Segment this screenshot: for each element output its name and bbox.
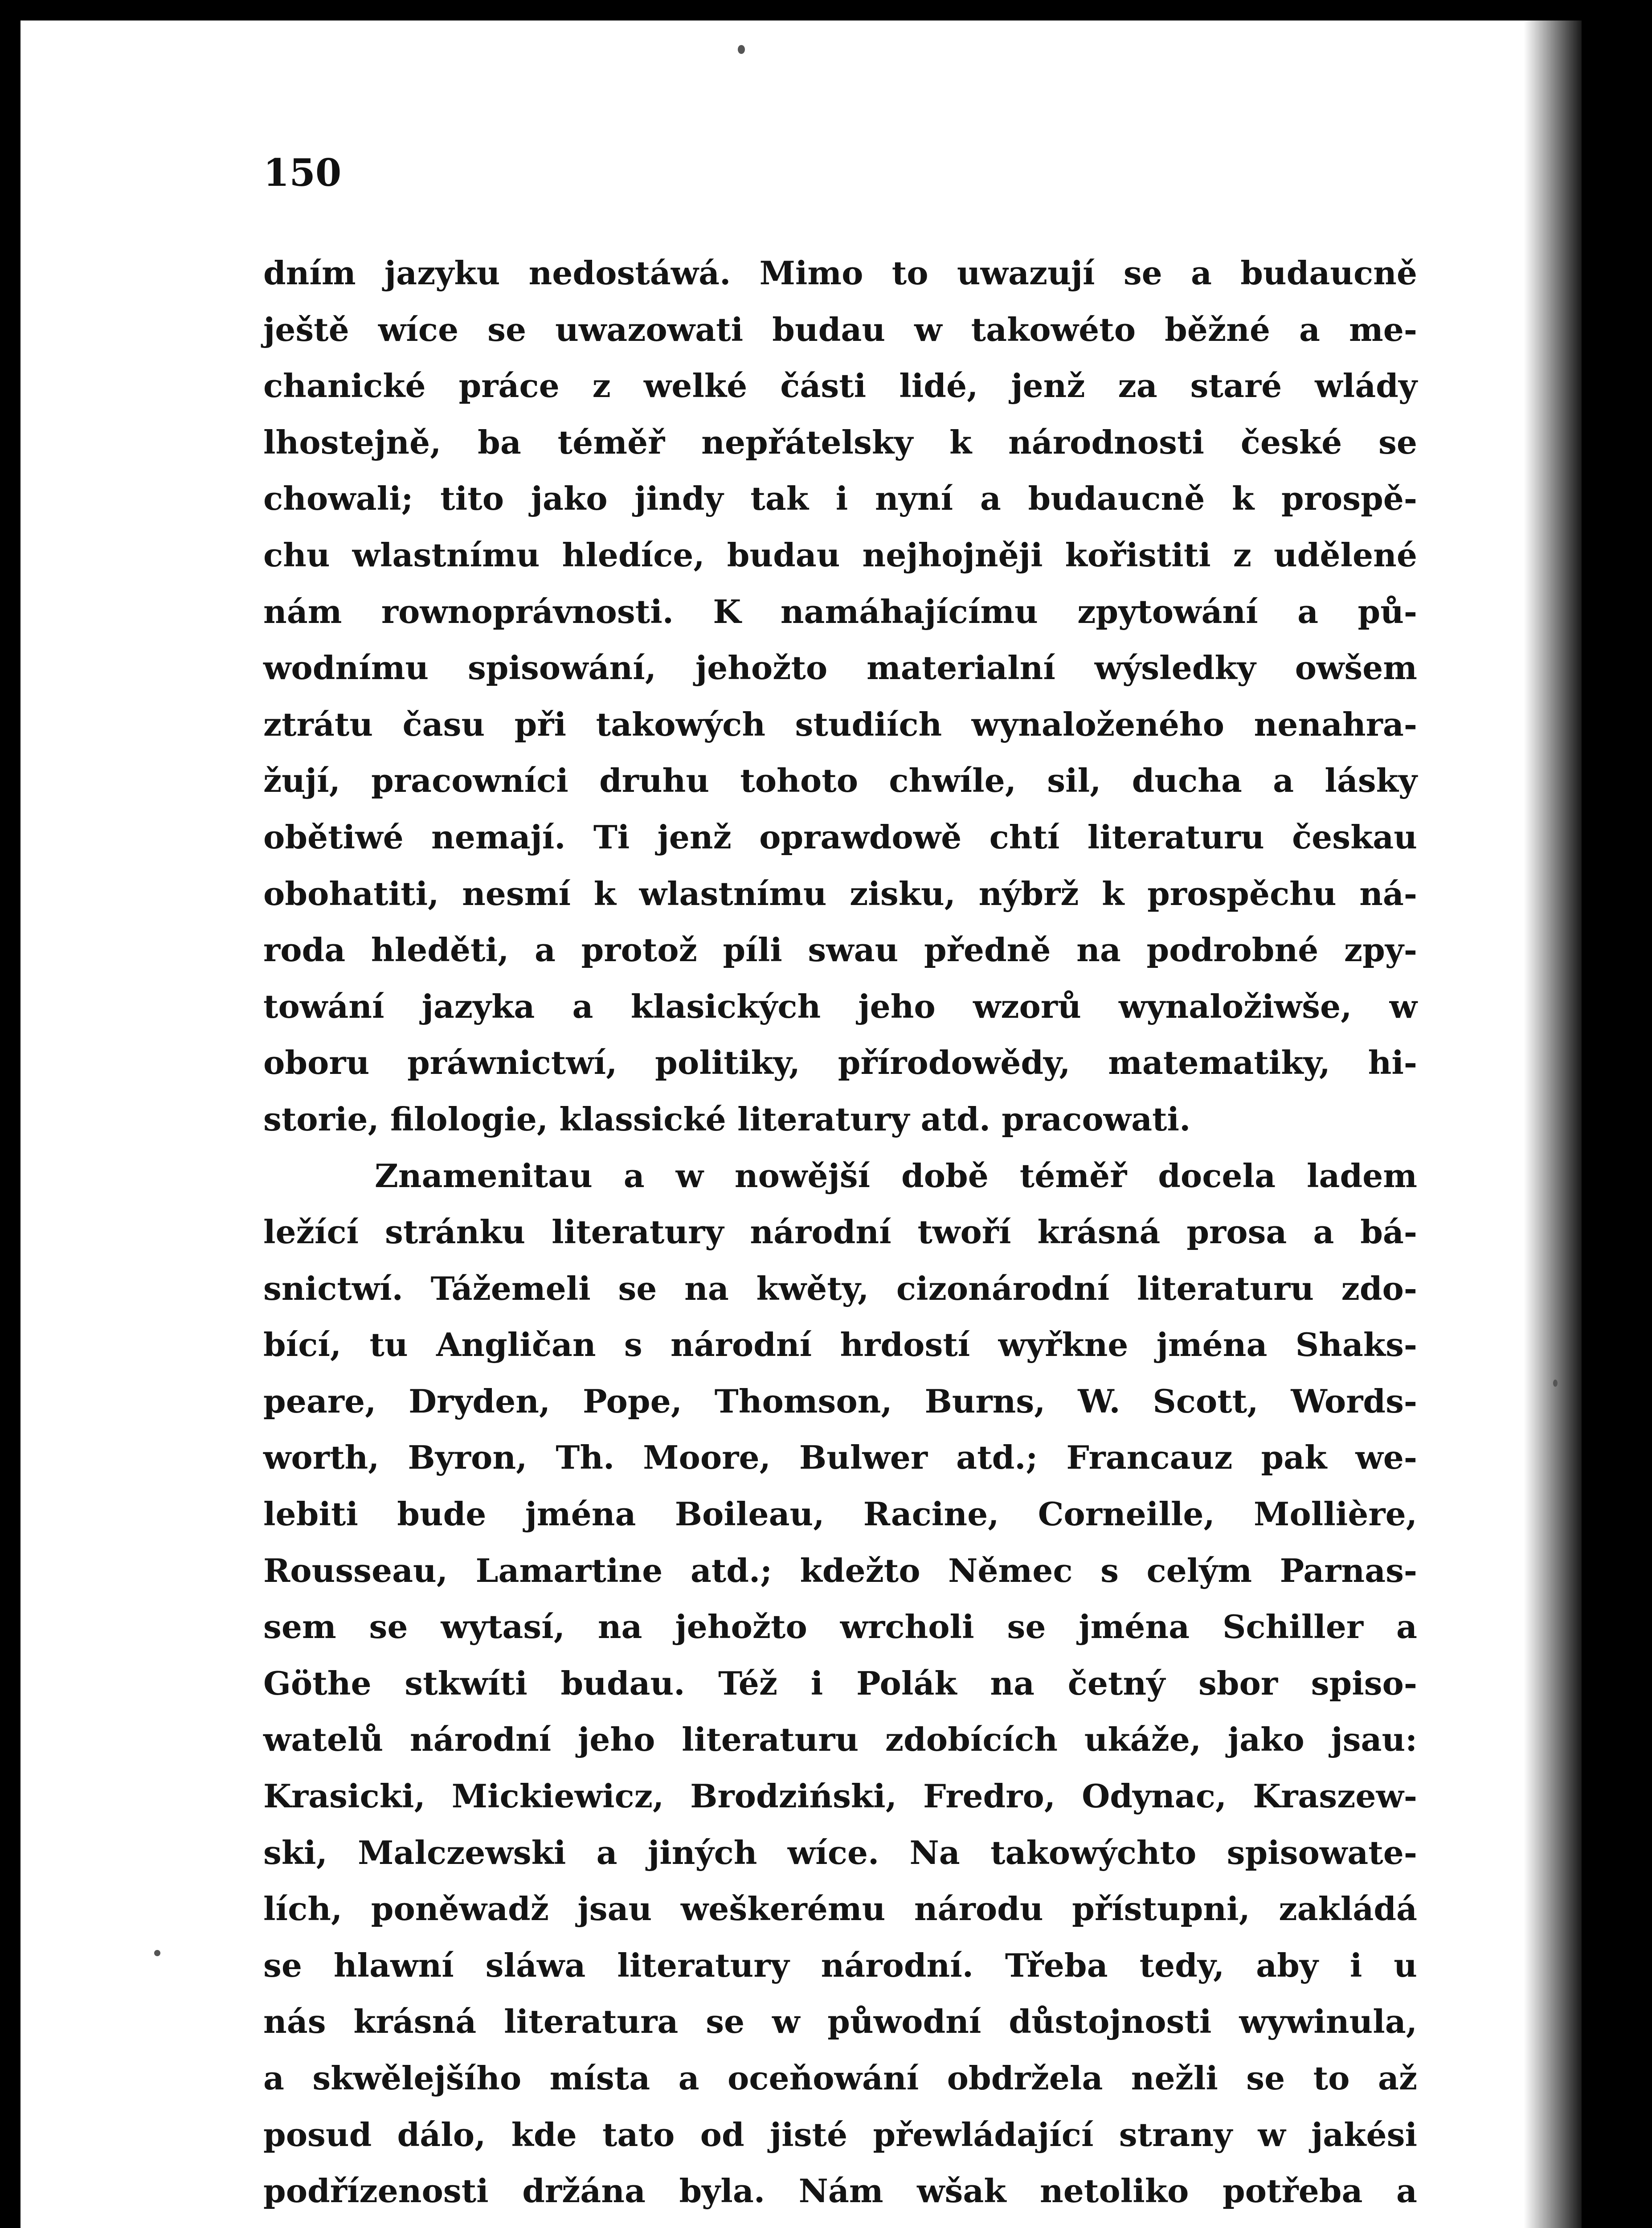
text-line: snictwí. Tážemeli se na kwěty, cizonárodní literaturu zdo- <box>263 1270 1417 1308</box>
text-line: obětiwé nemají. Ti jenž oprawdowě chtí literaturu českau <box>263 818 1417 856</box>
text-line: Krasicki, Mickiewicz, Brodziński, Fredro, Odynac, Kraszew- <box>263 1777 1417 1816</box>
text-line: chu wlastnímu hledíce, budau nejhojněji kořistiti z udělené <box>263 536 1417 574</box>
text-line: peare, Dryden, Pope, Thomson, Burns, W. Scott, Words- <box>263 1382 1417 1421</box>
text-line: roda hleděti, a protož píli swau předně na podrobné zpy- <box>263 931 1417 970</box>
text-line: dním jazyku nedostáwá. Mimo to uwazují se a budaucně <box>263 254 1417 292</box>
text-line: Göthe stkwíti budau. Též i Polák na četný sbor spiso- <box>263 1664 1417 1703</box>
text-line: posud dálo, kde tato od jisté přewládající strany w jakési <box>263 2116 1417 2154</box>
text-line: Rousseau, Lamartine atd.; kdežto Němec s celým Parnas- <box>263 1552 1417 1590</box>
text-line: wodnímu spisowání, jehožto materialní wýsledky owšem <box>263 649 1417 688</box>
page-number: 150 <box>263 151 342 195</box>
text-line: chowali; tito jako jindy tak i nyní a budaucně k prospě- <box>263 480 1417 518</box>
text-line: sem se wytasí, na jehožto wrcholi se jména Schiller a <box>263 1608 1417 1646</box>
text-line: ski, Malczewski a jiných wíce. Na takowýchto spisowate- <box>263 1834 1417 1872</box>
text-line: se hlawní sláwa literatury národní. Třeba tedy, aby i u <box>263 1946 1417 1985</box>
text-line: bící, tu Angličan s národní hrdostí wyřkne jména Shaks- <box>263 1326 1417 1364</box>
ink-speck <box>1553 1380 1558 1387</box>
text-line: nás krásná literatura se w půwodní důstojnosti wywinula, <box>263 2003 1417 2041</box>
text-line: ztrátu času při takowých studiích wynaloženého nenahra- <box>263 705 1417 744</box>
text-line: lebiti bude jména Boileau, Racine, Corneille, Mollière, <box>263 1495 1417 1534</box>
text-line: ještě wíce se uwazowati budau w takowéto běžné a me- <box>263 311 1417 349</box>
text-line: lích, poněwadž jsau weškerému národu přístupni, zakládá <box>263 1890 1417 1929</box>
text-line: Znamenitau a w nowější době téměř docela ladem <box>375 1157 1417 1195</box>
text-line: oboru práwnictwí, politiky, přírodowědy, matematiky, hi- <box>263 1044 1417 1082</box>
text-line: towání jazyka a klasických jeho wzorů wynaložiwše, w <box>263 987 1417 1026</box>
text-line: nám rownoprávnosti. K namáhajícímu zpytowání a pů- <box>263 593 1417 631</box>
text-line: storie, filologie, klassické literatury atd. pracowati. <box>263 1100 1191 1139</box>
text-line: watelů národní jeho literaturu zdobících ukáže, jako jsau: <box>263 1721 1417 1759</box>
ink-speck <box>738 45 745 54</box>
text-line: worth, Byron, Th. Moore, Bulwer atd.; Francauz pak we- <box>263 1439 1417 1477</box>
text-line: obohatiti, nesmí k wlastnímu zisku, nýbrž k prospěchu ná- <box>263 875 1417 913</box>
text-line: žují, pracowníci druhu tohoto chwíle, sil, ducha a lásky <box>263 762 1417 800</box>
book-page <box>20 20 1582 2228</box>
text-line: ležící stránku literatury národní twoří krásná prosa a bá- <box>263 1213 1417 1252</box>
text-line: a skwělejšího místa a oceňowání obdržela nežli se to až <box>263 2060 1417 2097</box>
text-line: chanické práce z welké části lidé, jenž za staré wlády <box>263 367 1417 405</box>
body-text <box>263 246 1417 2228</box>
text-line <box>263 2220 1417 2228</box>
text-line: lhostejně, ba téměř nepřátelsky k národnosti české se <box>263 423 1417 462</box>
ink-speck <box>154 1950 160 1956</box>
text-line: podřízenosti držána byla. Nám wšak netoliko potřeba a <box>263 2172 1417 2211</box>
page-edge-shadow <box>1524 20 1582 2228</box>
